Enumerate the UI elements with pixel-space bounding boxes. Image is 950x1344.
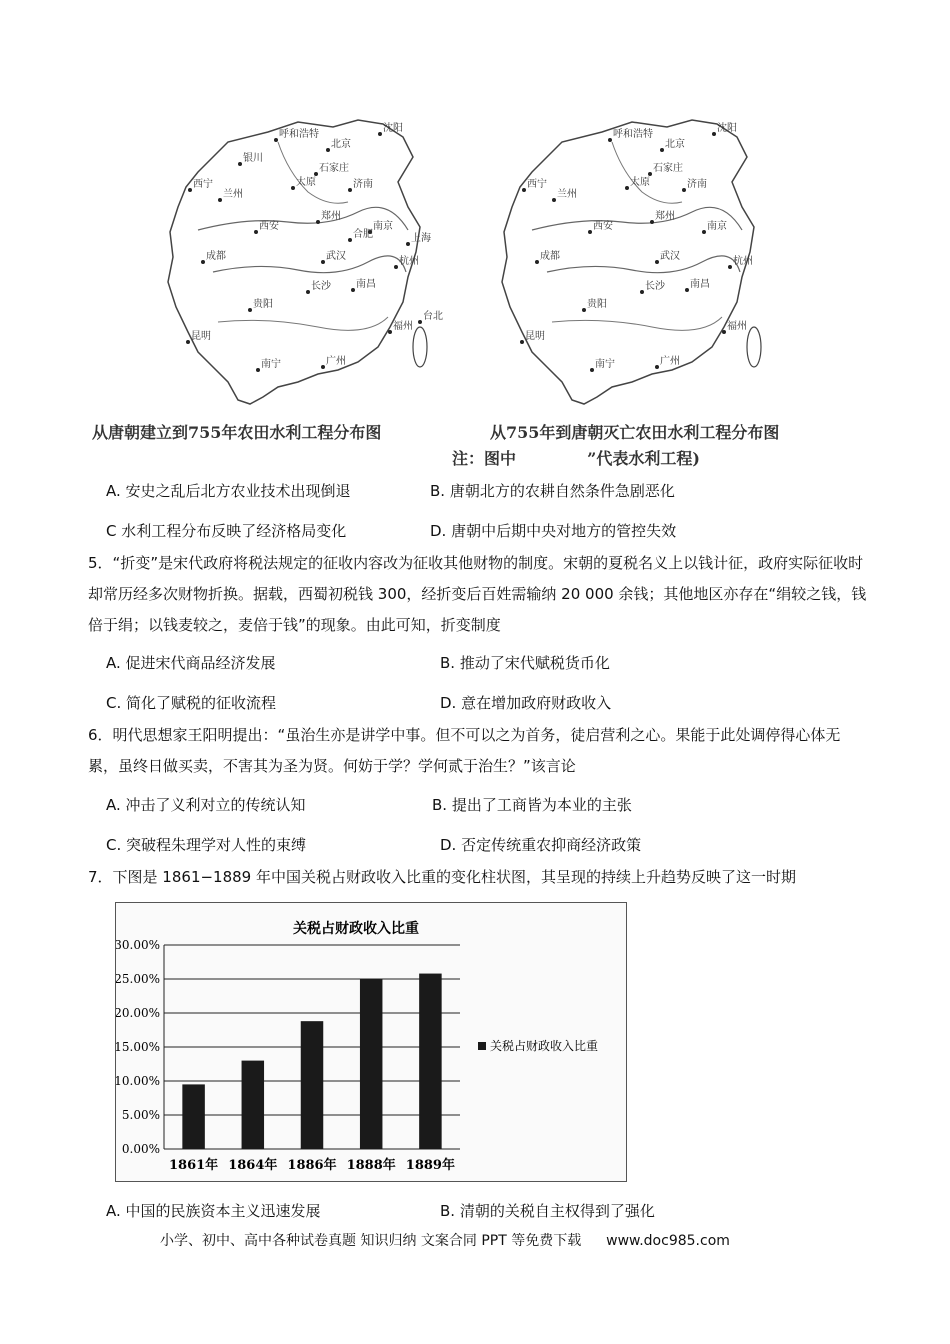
map-city-label: 合肥	[353, 229, 373, 240]
map-city-label: 杭州	[399, 256, 419, 267]
map-city-dot	[388, 330, 392, 334]
map-city-label: 西安	[259, 221, 279, 232]
chart-legend	[478, 1038, 598, 1053]
footer-url[interactable]: www.doc985.com	[606, 1233, 730, 1249]
map-city-label: 台北	[423, 311, 443, 322]
chart-bar	[419, 974, 441, 1149]
map-city-label: 郑州	[655, 211, 675, 222]
map-before-755-drawing	[158, 112, 458, 412]
q5-stem: 5．“折变”是宋代政府将税法规定的征收内容改为征收其他财物的制度。宋朝的夏税名义上以钱计征，政府实际征收时却常历经多次财物折换。据载，西蜀初税钱 300，经折变后百姓需输纳 20 000 余钱；其他地区亦存在“绢较之钱，钱倍于绢；以钱麦较之，麦倍于钱”的现象。由此可知，折变制度	[88, 554, 867, 634]
map-note-suffix: ”代表水利工程)	[587, 449, 700, 468]
map-city-label: 太原	[296, 177, 316, 188]
map-city-label: 南京	[373, 221, 393, 232]
x-tick-label: 1889年	[405, 1158, 455, 1173]
map-city-dot	[552, 198, 556, 202]
map-city-label: 银川	[243, 153, 263, 164]
chart-bar	[242, 1061, 264, 1149]
chart-title: 关税占财政收入比重	[293, 921, 419, 937]
chart-bar	[301, 1021, 323, 1149]
map-city-label: 长沙	[645, 281, 665, 292]
map-city-label: 南宁	[261, 359, 281, 370]
map-city-dot	[625, 186, 629, 190]
map-city-label: 北京	[665, 139, 685, 150]
map-city-label: 石家庄	[653, 163, 683, 174]
y-tick-label: 0.00%	[121, 1142, 160, 1156]
map-city-dot	[728, 265, 732, 269]
map-city-dot	[321, 260, 325, 264]
map-city-label: 成都	[540, 251, 560, 262]
map-city-label: 兰州	[557, 189, 577, 200]
x-tick-label: 1886年	[287, 1158, 337, 1173]
map-city-dot	[535, 260, 539, 264]
q6-option-b[interactable]: B. 提出了工商皆为本业的主张	[432, 796, 632, 814]
map-city-label: 贵阳	[587, 299, 607, 310]
map-city-dot	[201, 260, 205, 264]
q6-option-d[interactable]: D. 否定传统重农抑商经济政策	[440, 836, 642, 854]
map-city-dot	[274, 138, 278, 142]
map-city-label: 广州	[660, 356, 680, 367]
map-city-dot	[608, 138, 612, 142]
map-city-label: 上海	[411, 233, 431, 244]
map-city-label: 呼和浩特	[613, 129, 653, 140]
map-city-dot	[394, 265, 398, 269]
map-city-dot	[291, 186, 295, 190]
y-tick-label: 30.00%	[116, 938, 160, 952]
y-tick-label: 25.00%	[116, 972, 160, 986]
map-city-dot	[685, 288, 689, 292]
map-city-dot	[256, 368, 260, 372]
map-city-dot	[722, 330, 726, 334]
map-city-dot	[640, 290, 644, 294]
q5-option-b[interactable]: B. 推动了宋代赋税货币化	[440, 654, 610, 672]
map-city-dot	[254, 230, 258, 234]
q5-option-a[interactable]: A. 促进宋代商品经济发展	[106, 654, 276, 672]
map-city-dot	[682, 188, 686, 192]
map-city-label: 长沙	[311, 281, 331, 292]
map-city-label: 沈阳	[717, 123, 737, 134]
q4-option-d[interactable]: D. 唐朝中后期中央对地方的管控失效	[430, 522, 677, 540]
q7-option-b[interactable]: B. 清朝的关税自主权得到了强化	[440, 1202, 655, 1220]
map-city-dot	[321, 365, 325, 369]
map-city-dot	[188, 188, 192, 192]
x-tick-label: 1888年	[346, 1158, 396, 1173]
map-city-dot	[520, 340, 524, 344]
map-after-755-drawing	[492, 112, 792, 412]
map-city-label: 济南	[687, 179, 707, 190]
map-city-dot	[522, 188, 526, 192]
map-city-dot	[660, 148, 664, 152]
tariff-chart-svg	[116, 903, 626, 1181]
map-city-label: 兰州	[223, 189, 243, 200]
map-before-755	[158, 112, 458, 412]
chart-bar	[360, 979, 382, 1149]
map-city-label: 南京	[707, 221, 727, 232]
map-city-label: 福州	[393, 321, 413, 332]
y-tick-label: 10.00%	[116, 1074, 160, 1088]
q5-option-c[interactable]: C. 简化了赋税的征收流程	[106, 694, 277, 712]
map-city-dot	[655, 365, 659, 369]
q4-option-a[interactable]: A. 安史之乱后北方农业技术出现倒退	[106, 482, 351, 500]
map-city-label: 南昌	[690, 279, 710, 290]
y-tick-label: 20.00%	[116, 1006, 160, 1020]
map-city-dot	[582, 308, 586, 312]
map-city-dot	[406, 242, 410, 246]
map-city-dot	[326, 148, 330, 152]
map-city-dot	[316, 220, 320, 224]
map-city-label: 沈阳	[383, 123, 403, 134]
x-tick-label: 1864年	[228, 1158, 278, 1173]
map-city-dot	[378, 132, 382, 136]
map-city-dot	[348, 188, 352, 192]
map-city-label: 西宁	[193, 179, 213, 190]
q6-stem: 6．明代思想家王阳明提出：“虽治生亦是讲学中事。但不可以之为首务，徒启营利之心。果能于此处调停得心体无累，虽终日做买卖，不害其为圣为贤。何妨于学？学何贰于治生？”该言论	[88, 726, 841, 775]
map-city-dot	[702, 230, 706, 234]
map-city-dot	[348, 238, 352, 242]
map-city-dot	[351, 288, 355, 292]
y-tick-label: 5.00%	[121, 1108, 160, 1122]
legend-label: 关税占财政收入比重	[490, 1039, 599, 1053]
map-note	[452, 446, 700, 469]
map-city-label: 郑州	[321, 211, 341, 222]
map-city-label: 贵阳	[253, 299, 273, 310]
map-city-dot	[650, 220, 654, 224]
map-city-label: 南昌	[356, 279, 376, 290]
map-city-label: 武汉	[326, 251, 346, 262]
map-city-label: 石家庄	[319, 163, 349, 174]
map-after-755	[492, 112, 792, 412]
map-city-dot	[655, 260, 659, 264]
map-city-dot	[418, 320, 422, 324]
page-footer	[160, 1230, 730, 1250]
map-city-dot	[248, 308, 252, 312]
footer-text: 小学、初中、高中各种试卷真题 知识归纳 文案合同 PPT 等免费下载	[160, 1233, 582, 1249]
map-city-label: 杭州	[733, 256, 753, 267]
map-city-dot	[588, 230, 592, 234]
q5-option-d[interactable]: D. 意在增加政府财政收入	[440, 694, 612, 712]
map-city-label: 昆明	[525, 331, 545, 342]
map-city-label: 呼和浩特	[279, 129, 319, 140]
map-city-label: 福州	[727, 321, 747, 332]
map-city-dot	[218, 198, 222, 202]
map-left-caption: 从唐朝建立到755年农田水利工程分布图	[92, 423, 382, 442]
map-city-label: 南宁	[595, 359, 615, 370]
q4-option-c[interactable]: C 水利工程分布反映了经济格局变化	[106, 522, 347, 540]
y-tick-label: 15.00%	[116, 1040, 160, 1054]
map-city-label: 广州	[326, 356, 346, 367]
map-city-dot	[590, 368, 594, 372]
q7-stem: 7．下图是 1861−1889 年中国关税占财政收入比重的变化柱状图，其呈现的持续上升趋势反映了这一时期	[88, 868, 796, 886]
map-city-dot	[712, 132, 716, 136]
map-city-label: 太原	[630, 177, 650, 188]
map-note-prefix: 注：图中	[452, 449, 517, 468]
chart-bar	[182, 1084, 204, 1149]
map-city-dot	[648, 172, 652, 176]
map-city-label: 昆明	[191, 331, 211, 342]
map-city-dot	[238, 162, 242, 166]
q6-option-a[interactable]: A. 冲击了义利对立的传统认知	[106, 796, 306, 814]
legend-swatch	[478, 1042, 486, 1050]
q7-option-a[interactable]: A. 中国的民族资本主义迅速发展	[106, 1202, 321, 1220]
map-right-caption: 从755年到唐朝灭亡农田水利工程分布图	[490, 423, 780, 442]
map-city-dot	[306, 290, 310, 294]
map-city-label: 武汉	[660, 251, 680, 262]
tariff-chart	[115, 902, 627, 1182]
map-city-dot	[186, 340, 190, 344]
q6-option-c[interactable]: C. 突破程朱理学对人性的束缚	[106, 836, 307, 854]
map-city-dot	[314, 172, 318, 176]
x-tick-label: 1861年	[169, 1158, 219, 1173]
map-city-label: 北京	[331, 139, 351, 150]
q4-option-b[interactable]: B. 唐朝北方的农耕自然条件急剧恶化	[430, 482, 675, 500]
map-city-label: 西宁	[527, 179, 547, 190]
map-city-label: 成都	[206, 251, 226, 262]
map-city-label: 济南	[353, 179, 373, 190]
map-city-label: 西安	[593, 221, 613, 232]
